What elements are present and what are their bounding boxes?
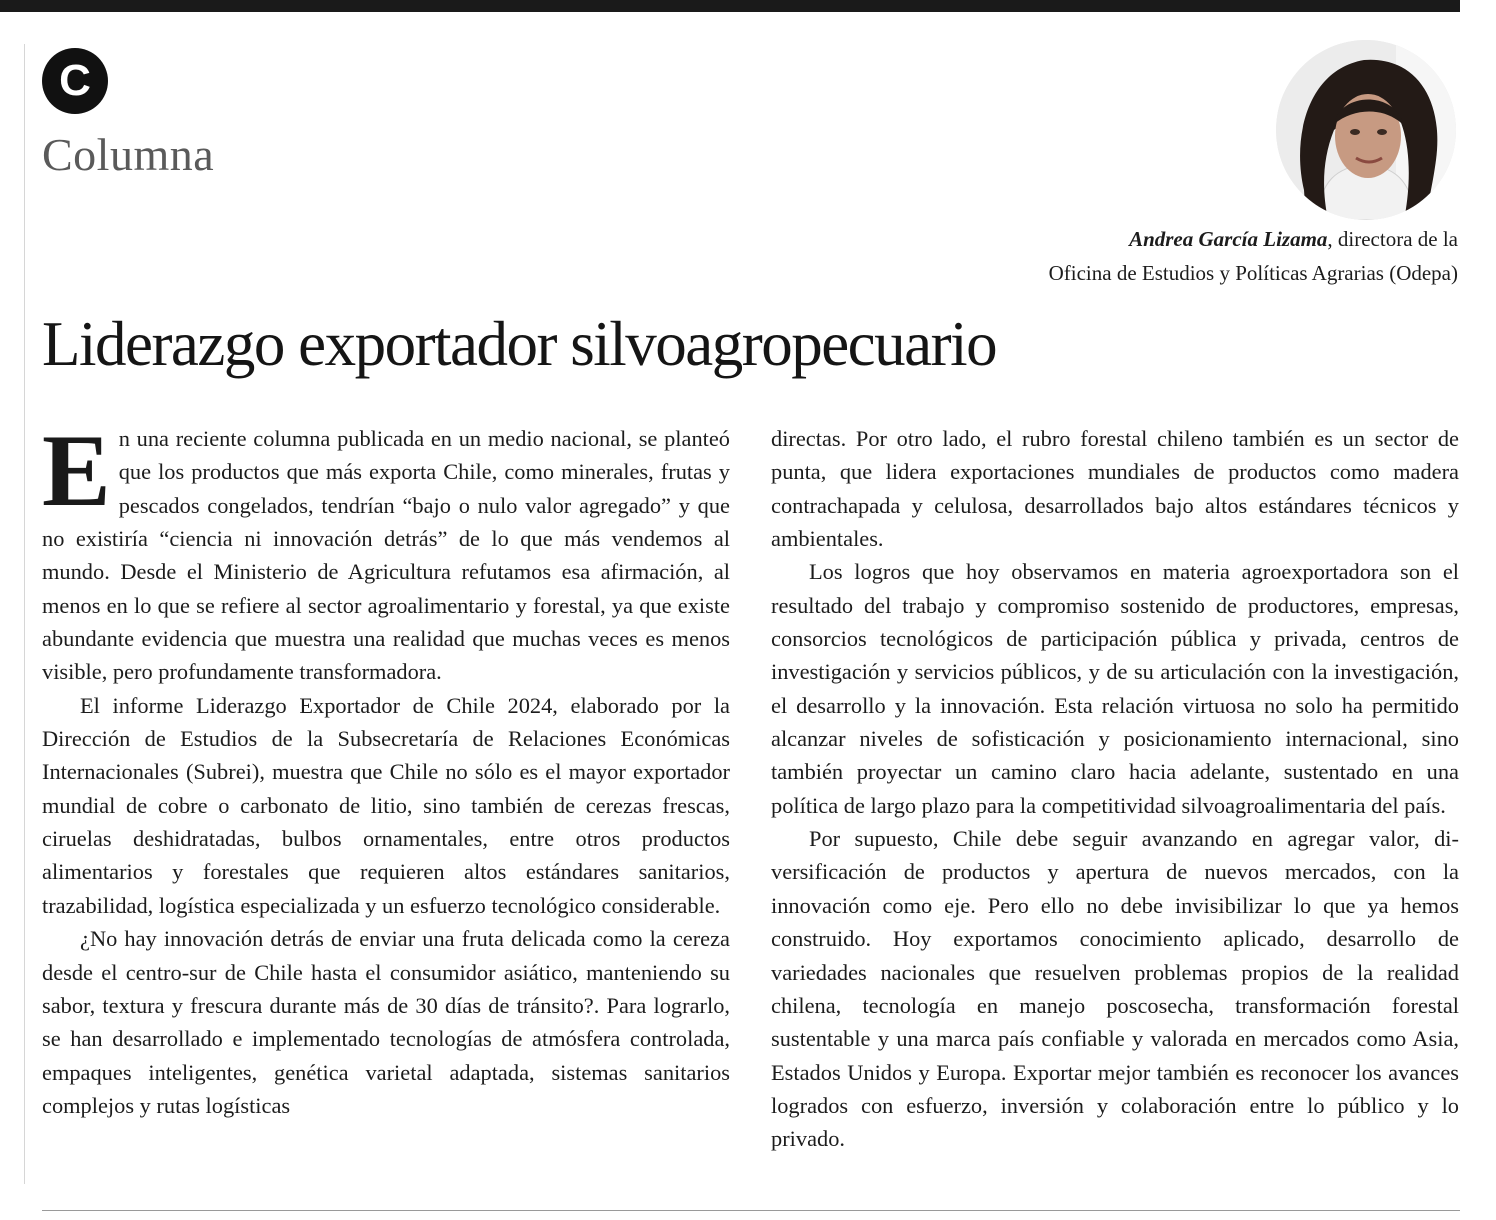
author-office: Oficina de Estudios y Políticas Agrarias (Odepa) [1048,261,1458,285]
author-role: , directora de la [1327,227,1458,251]
paragraph-5: Por supuesto, Chile debe seguir avanzando en agregar valor, diversificación de productos y apertura de nuevos mercados, con la innovación como eje. Pero ello no debe invisibilizar lo que ya hemos construido. Hoy exportamos conocimiento aplicado, desarrollo de variedades nacionales que resuelven problemas propios de la realidad chilena, tecnología en manejo poscosecha, transformación forestal sustentable y una marca país confiable y valorada en mercados como Asia, Estados Unidos y Europa. Exportar mejor también es reconocer los avances logrados con esfuerzo, inversión y colaboración entre lo público y lo privado. [771,826,1459,1152]
bottom-rule [42,1210,1460,1211]
paragraph-4: Los logros que hoy observamos en materia agroexportadora son el resultado del trabajo y compromiso sostenido de productores, empresas, consorcios tecnológicos de participación pública y privada, centros de investigación y servicios públicos, y de su articulación con la investigación, el desarrollo y la innovación. Esta relación virtuosa no solo ha permitido alcanzar niveles de sofisticación y posicionamiento internacional, sino también proyectar un camino claro hacia adelante, sustentado en una política de largo plazo para la competitividad silvoagroalimentaria del país. [771,559,1459,818]
article-column-left [42,414,730,1122]
byline [1049,222,1458,290]
column-badge: C [42,48,108,114]
paragraph-1 [42,414,730,689]
article-column-right [771,422,1459,1156]
author-name: Andrea García Lizama [1129,227,1328,251]
headline: Liderazgo exportador silvoagropecuario [42,309,997,379]
author-photo [1276,40,1456,220]
author-portrait-image [1276,40,1456,220]
top-rule [0,0,1460,12]
paragraph-3: ¿No hay innovación detrás de enviar una fruta delicada como la cereza desde el centro-sur de Chile hasta el consumidor asiático, manteniendo su sabor, textura y frescura durante más de 30 días de tránsito?. Para lograrlo, se han desarrollado e implementado tecnologías de atmósfera controlada, empaques inteligentes, genética varietal adaptada, sistemas sanitarios complejos y rutas logísticas [42,926,730,1118]
drop-cap: E [42,414,111,528]
paragraph-3-continued: directas. Por otro lado, el rubro forestal chileno también es un sector de punta, que lidera exportaciones mundiales de productos como madera contrachapada y celulosa, desarrollados bajo altos estándares técnicos y ambientales. [771,426,1459,552]
left-margin-rule [24,44,25,1184]
paragraph-1-text: n una reciente columna publicada en un medio nacional, se planteó que los productos que más exporta Chile, como minerales, frutas y pescados congelados, tendrían “bajo o nulo valor agregado” y que no existiría “ciencia ni innovación detrás” de lo que más vendemos al mundo. Desde el Ministerio de Agricultura refutamos esa afirmación, al menos en lo que se refiere al sector agroalimentario y forestal, ya que existe abundante evidencia que muestra una realidad que muchas veces es menos visible, pero profundamente transformadora. [42,426,730,685]
paragraph-2: El informe Liderazgo Exportador de Chile 2024, elaborado por la Dirección de Estudios de la Subsecretaría de Relaciones Económicas Internacionales (Subrei), muestra que Chile no sólo es el mayor exportador mundial de cobre o carbonato de litio, sino también de cerezas frescas, ciruelas deshidratadas, bulbos ornamentales, entre otros productos alimentarios y forestales que requieren altos estándares sanitarios, trazabilidad, logística especializada y un esfuerzo tecnológico considerable. [42,692,730,918]
byline-line-1 [1049,222,1458,256]
section-label: Columna [42,129,215,180]
